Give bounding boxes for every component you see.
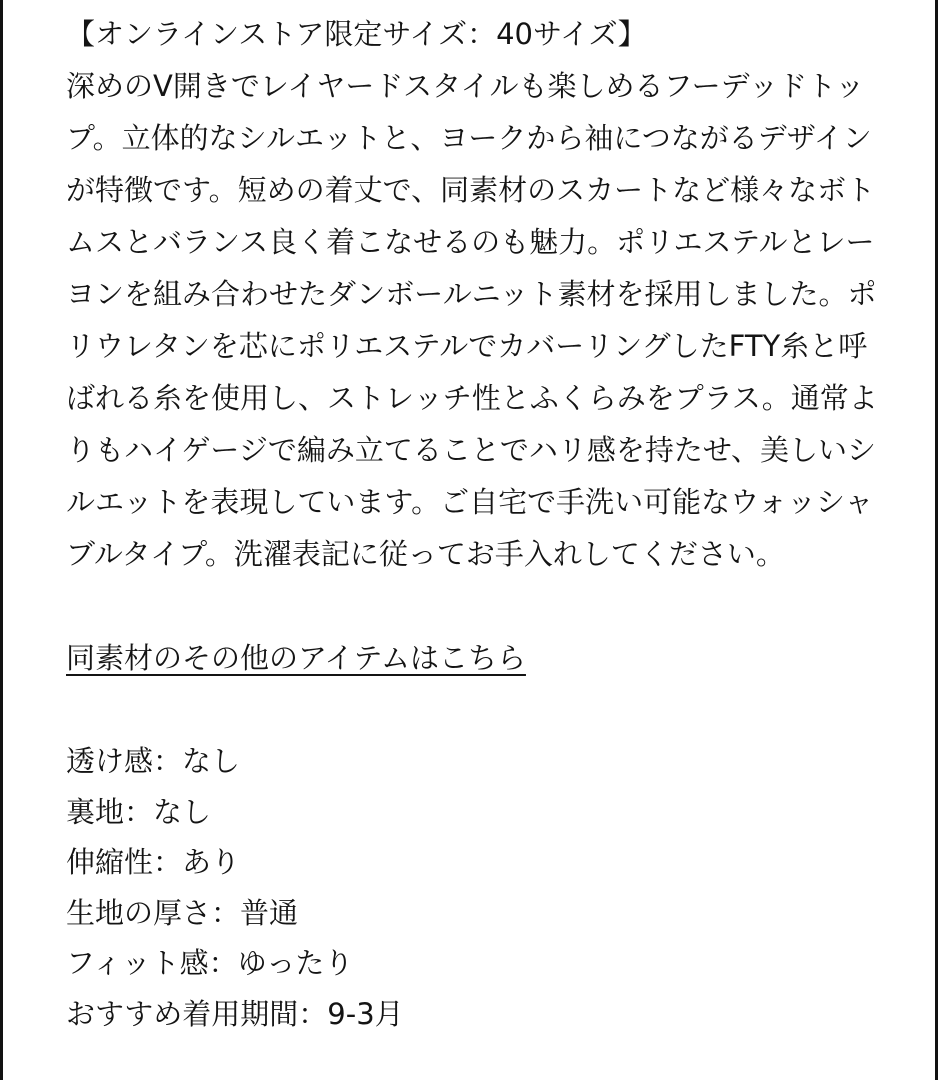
description-line: ルエットを表現しています。ご自宅で手洗い可能なウォッシャ — [66, 485, 874, 519]
spec-stretch: 伸縮性：あり — [66, 845, 241, 879]
spacer — [66, 684, 906, 736]
spec-fit: フィット感：ゆったり — [66, 946, 354, 980]
spacer — [66, 580, 906, 632]
description-line: ヨンを組み合わせたダンボールニット素材を採用しました。ポ — [66, 277, 877, 311]
description-line: プ。立体的なシルエットと、ヨークから袖につながるデザイン — [66, 121, 872, 155]
product-description-panel — [66, 8, 906, 1039]
related-items-link[interactable]: 同素材のその他のアイテムはこちら — [66, 641, 526, 675]
description-line: ブルタイプ。洗濯表記に従ってお手入れしてください。 — [66, 537, 785, 571]
related-items-link-row — [66, 632, 906, 684]
description-line: 深めのV開きでレイヤードスタイルも楽しめるフーデッドトッ — [66, 69, 865, 103]
description-line: りもハイゲージで編み立てることでハリ感を持たせ、美しいシ — [66, 433, 876, 467]
description-line: ばれる糸を使用し、ストレッチ性とふくらみをプラス。通常よ — [66, 381, 878, 415]
spec-sheerness: 透け感：なし — [66, 744, 241, 778]
spec-lining: 裏地：なし — [66, 794, 212, 829]
spec-list — [66, 736, 906, 1039]
description-line: が特徴です。短めの着丈で、同素材のスカートなど様々なボト — [66, 173, 876, 207]
product-description — [66, 8, 906, 580]
spec-fabric-thickness: 生地の厚さ：普通 — [66, 895, 299, 930]
description-line: リウレタンを芯にポリエステルでカバーリングしたFTY糸と呼 — [66, 329, 868, 363]
description-line: ムスとバランス良く着こなせるのも魅力。ポリエステルとレー — [66, 225, 875, 259]
spec-recommended-period: おすすめ着用期間：9-3月 — [66, 996, 404, 1031]
description-line: 【オンラインストア限定サイズ：40サイズ】 — [66, 17, 647, 51]
